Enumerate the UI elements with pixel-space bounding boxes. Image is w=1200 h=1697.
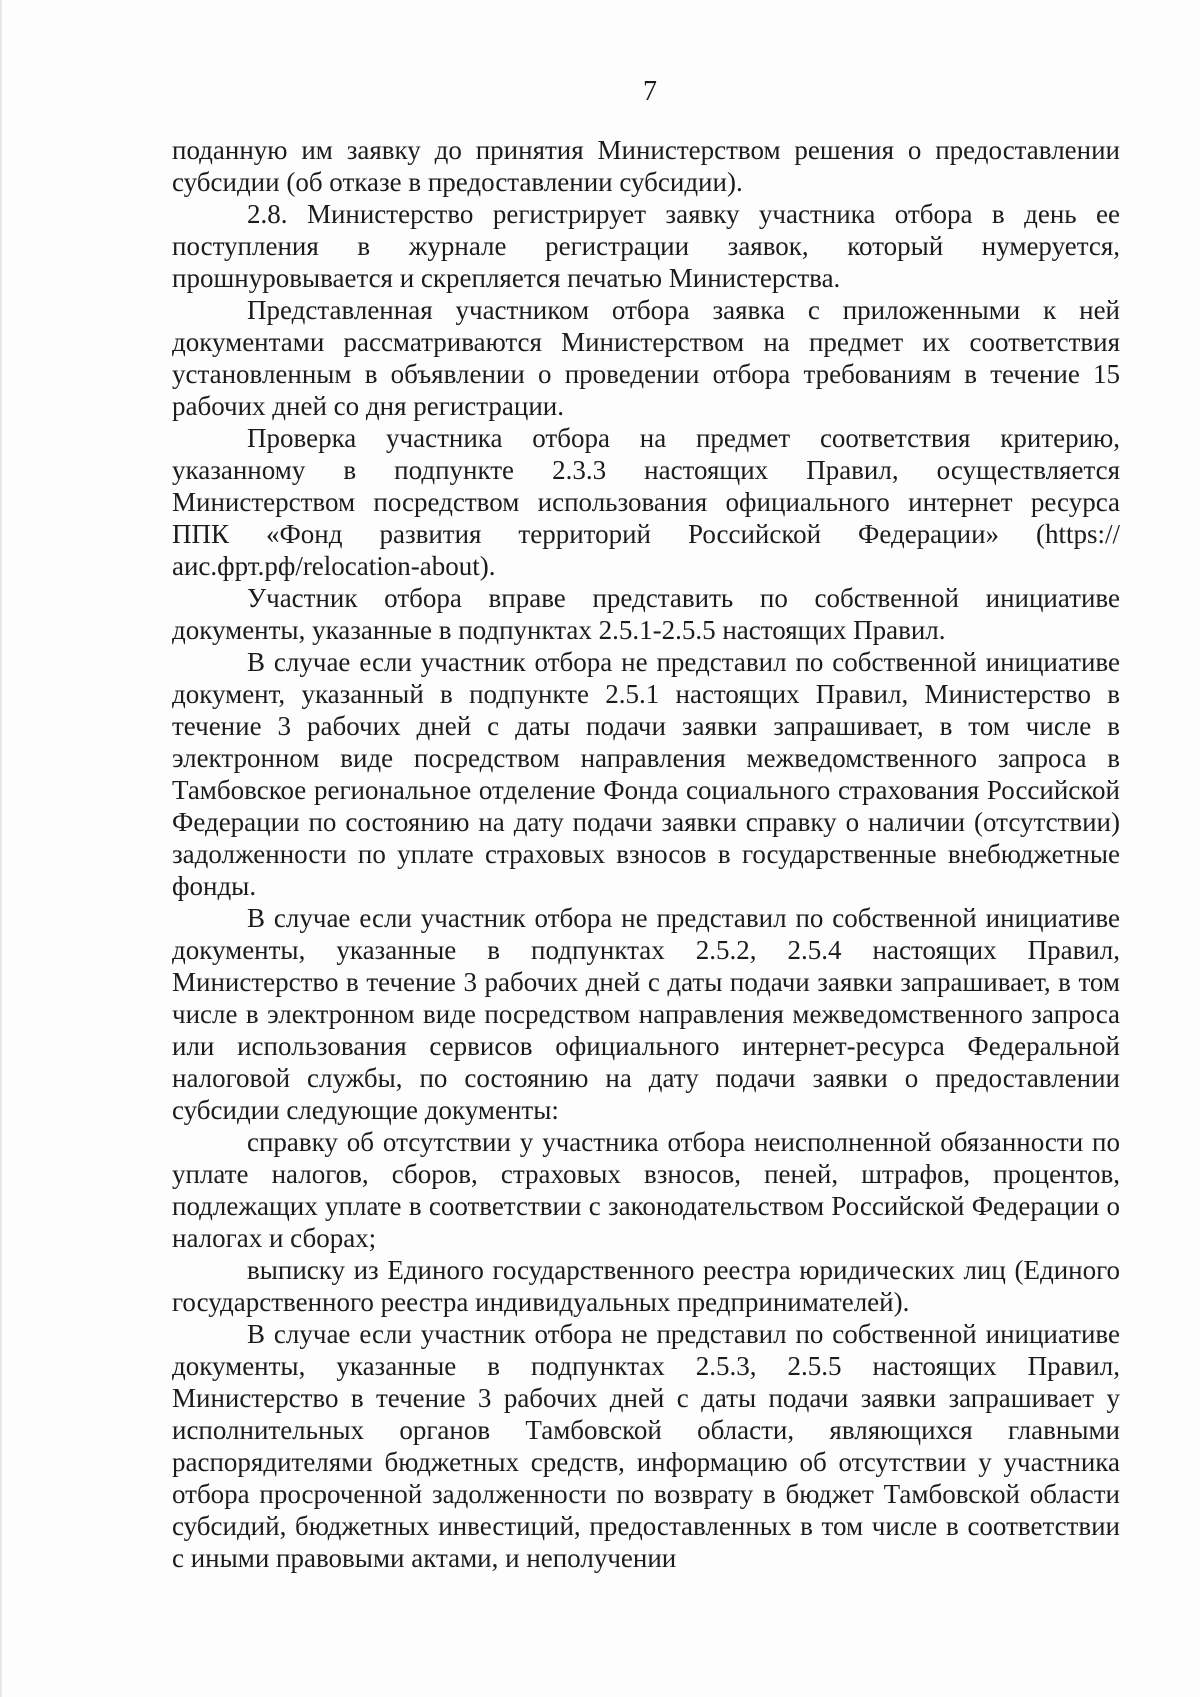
paragraph-tax-certificate: справку об отсутствии у участника отбора неисполненной обязанности по уплате налогов, сборов, страховых взносов, пеней, штрафов, процентов, подлежащих уплате в соответствии с законодательством Российской Федерации о налогах и сборах; (172, 1127, 1120, 1253)
paragraph-review: Представленная участником отбора заявка с приложенными к ней документами рассматриваются Министерством на предмет их соответствия установленным в объявлении о проведении отбора требованиям в течение 15 рабочих дней со дня регистрации. (172, 295, 1120, 421)
paragraph-case-2-5-2: В случае если участник отбора не представил по собственной инициативе документы, указанные в подпунктах 2.5.2, 2.5.4 настоящих Правил, Министерство в течение 3 рабочих дней с даты подачи заявки запрашивает, в том числе в электронном виде посредством направления межведомственного запроса или использования сервисов официального интернет-ресурса Федеральной налоговой службы, по состоянию на дату подачи заявки о предоставлении субсидии следующие документы: (172, 903, 1120, 1125)
paragraph-registry-extract: выписку из Единого государственного реестра юридических лиц (Единого государственного реестра индивидуальных предпринимателей). (172, 1255, 1120, 1317)
paragraph-continuation: поданную им заявку до принятия Министерством решения о предоставлении субсидии (об отказе в предоставлении субсидии). (172, 135, 1120, 197)
paragraph-check: Проверка участника отбора на предмет соответствия критерию, указанному в подпункте 2.3.3 настоящих Правил, осуществляется Министерством посредством использования официального интернет ресурса ППК «Фонд развития территорий Российской Федерации» (https://аис.фрт.рф/relocation-about). (172, 423, 1120, 581)
paragraph-2-8: 2.8. Министерство регистрирует заявку участника отбора в день ее поступления в журнале регистрации заявок, который нумеруется, прошнуровывается и скрепляется печатью Министерства. (172, 199, 1120, 293)
document-body (172, 134, 1120, 1574)
paragraph-case-2-5-1: В случае если участник отбора не представил по собственной инициативе документ, указанный в подпункте 2.5.1 настоящих Правил, Министерство в течение 3 рабочих дней с даты подачи заявки запрашивает, в том числе в электронном виде посредством направления межведомственного запроса в Тамбовское региональное отделение Фонда социального страхования Российской Федерации по состоянию на дату подачи заявки справку о наличии (отсутствии) задолженности по уплате страховых взносов в государственные внебюджетные фонды. (172, 647, 1120, 901)
paragraph-own-initiative: Участник отбора вправе представить по собственной инициативе документы, указанные в подпунктах 2.5.1-2.5.5 настоящих Правил. (172, 583, 1120, 645)
page-number: 7 (643, 76, 657, 107)
paragraph-case-2-5-3: В случае если участник отбора не представил по собственной инициативе документы, указанные в подпунктах 2.5.3, 2.5.5 настоящих Правил, Министерство в течение 3 рабочих дней с даты подачи заявки запрашивает у исполнительных органов Тамбовской области, являющихся главными распорядителями бюджетных средств, информацию об отсутствии у участника отбора просроченной задолженности по возврату в бюджет Тамбовской области субсидий, бюджетных инвестиций, предоставленных в том числе в соответствии с иными правовыми актами, и неполучении (172, 1319, 1120, 1573)
scan-edge (0, 0, 2, 1697)
